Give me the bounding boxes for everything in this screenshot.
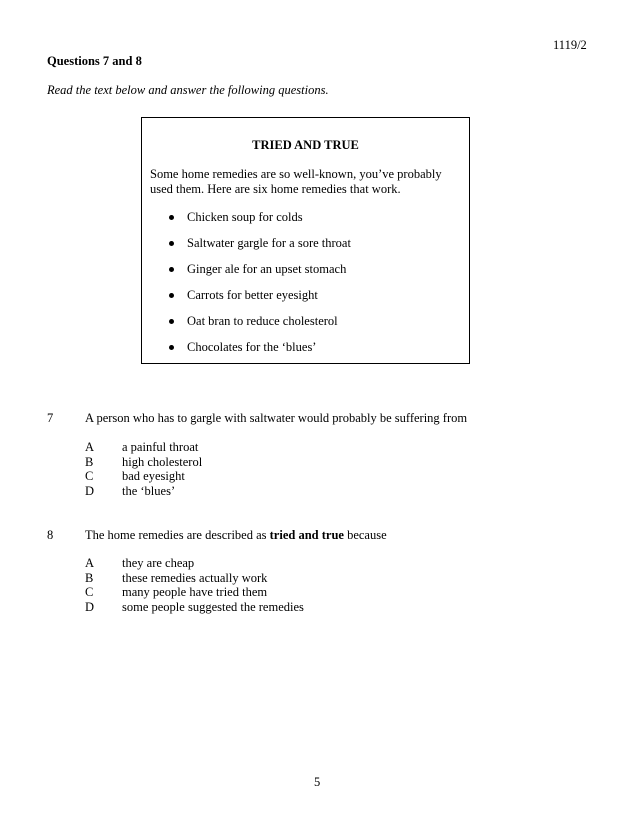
- remedy-text: Chocolates for the ‘blues’: [187, 340, 317, 354]
- q8-option-a-letter: A: [85, 556, 95, 570]
- passage-intro: Some home remedies are so well-known, you’ve probably used them. Here are six home remedies that work.: [150, 167, 442, 196]
- list-item: [166, 314, 351, 340]
- q8-option-d-letter: D: [85, 600, 95, 614]
- stem-text: The home remedies are described as: [85, 528, 270, 542]
- q7-option-a-letter: A: [85, 440, 95, 454]
- question-8-stem: [85, 528, 387, 543]
- remedy-text: Carrots for better eyesight: [187, 288, 318, 302]
- bullet-icon: [169, 241, 174, 246]
- q7-option-a-text: a painful throat: [122, 440, 199, 454]
- paper-code: 1119/2: [553, 38, 587, 52]
- list-item: [166, 236, 351, 262]
- instruction-text: Read the text below and answer the following questions.: [47, 83, 329, 97]
- bullet-icon: [169, 215, 174, 220]
- bullet-icon: [169, 345, 174, 350]
- q8-option-b-text: these remedies actually work: [122, 571, 268, 585]
- remedy-text: Saltwater gargle for a sore throat: [187, 236, 351, 250]
- q7-option-c-text: bad eyesight: [122, 469, 185, 483]
- q8-option-b-letter: B: [85, 571, 94, 585]
- remedies-list: [166, 210, 351, 366]
- remedy-text: Oat bran to reduce cholesterol: [187, 314, 338, 328]
- bullet-icon: [169, 267, 174, 272]
- list-item: [166, 288, 351, 314]
- stem-emphasis: tried and true: [269, 528, 344, 542]
- q8-option-c-text: many people have tried them: [122, 585, 268, 599]
- q7-option-c-letter: C: [85, 469, 94, 483]
- question-7-stem: A person who has to gargle with saltwater would probably be suffering from: [85, 411, 468, 425]
- q7-option-b-text: high cholesterol: [122, 455, 203, 469]
- remedy-text: Chicken soup for colds: [187, 210, 303, 224]
- q8-option-a-text: they are cheap: [122, 556, 195, 570]
- list-item: [166, 210, 351, 236]
- bullet-icon: [169, 293, 174, 298]
- list-item: [166, 262, 351, 288]
- list-item: [166, 340, 351, 366]
- question-7-number: 7: [47, 411, 54, 425]
- q7-option-b-letter: B: [85, 455, 94, 469]
- remedy-text: Ginger ale for an upset stomach: [187, 262, 347, 276]
- passage-box: [141, 117, 470, 364]
- question-8-number: 8: [47, 528, 54, 542]
- bullet-icon: [169, 319, 174, 324]
- page-number: 5: [314, 775, 321, 789]
- q7-option-d-letter: D: [85, 484, 95, 498]
- stem-text: because: [343, 528, 387, 542]
- q7-option-d-text: the ‘blues’: [122, 484, 176, 498]
- q8-option-c-letter: C: [85, 585, 94, 599]
- q8-option-d-text: some people suggested the remedies: [122, 600, 304, 614]
- section-title: Questions 7 and 8: [47, 54, 142, 68]
- passage-title: TRIED AND TRUE: [252, 138, 359, 152]
